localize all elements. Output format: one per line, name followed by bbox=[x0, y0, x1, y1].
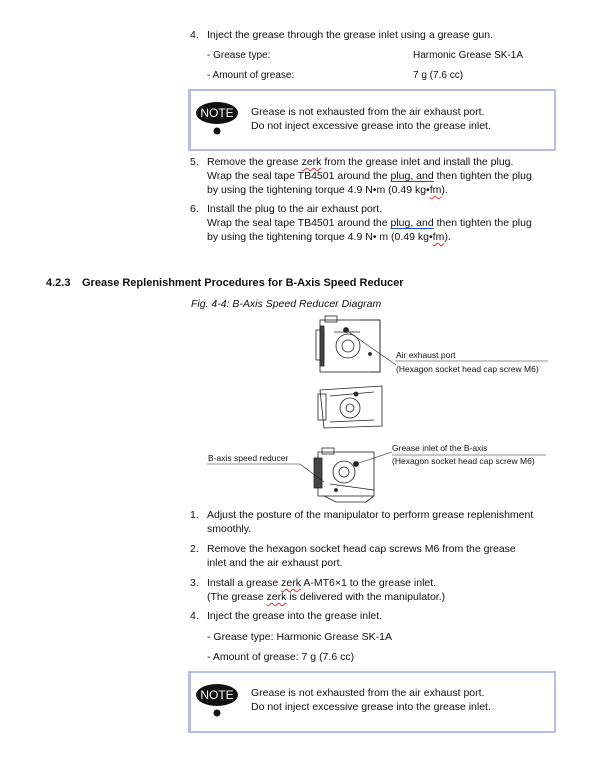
note-line-1: Grease is not exhausted from the air exhaust port. bbox=[251, 106, 485, 118]
note-line-1: Grease is not exhausted from the air exhaust port. bbox=[251, 687, 485, 699]
grease-type-value: Harmonic Grease SK-1A bbox=[413, 50, 524, 61]
step-text: smoothly. bbox=[207, 523, 252, 535]
air-exhaust-sublabel: (Hexagon socket head cap screw M6) bbox=[396, 364, 539, 374]
section-title: Grease Replenishment Procedures for B-Axis Speed Reducer bbox=[82, 277, 404, 289]
grease-inlet-label: Grease inlet of the B-axis bbox=[392, 443, 488, 453]
step-text: Remove the grease zerk from the grease inlet and install the plug. bbox=[207, 156, 514, 168]
note-icon bbox=[194, 680, 240, 720]
note-line-2: Do not inject excessive grease into the grease inlet. bbox=[251, 701, 491, 713]
grease-amount-line: - Amount of grease: 7 g (7.6 cc) bbox=[207, 651, 355, 663]
grease-type-line: - Grease type: Harmonic Grease SK-1A bbox=[207, 631, 392, 643]
grease-type-label: - Grease type: bbox=[207, 50, 271, 61]
step-number: 6. bbox=[190, 203, 199, 215]
step-number: 5. bbox=[190, 156, 199, 168]
grease-inlet-sublabel: (Hexagon socket head cap screw M6) bbox=[392, 456, 535, 466]
step-number: 2. bbox=[190, 543, 199, 555]
grease-amount-value: 7 g (7.6 cc) bbox=[413, 70, 464, 81]
step-text: by using the tightening torque 4.9 N• m (0.49 kg•fm). bbox=[207, 231, 451, 243]
step-text: (The grease zerk is delivered with the manipulator.) bbox=[207, 591, 446, 603]
step-number: 3. bbox=[190, 577, 199, 589]
step-text: Adjust the posture of the manipulator to perform grease replenishment bbox=[207, 509, 534, 521]
section-number: 4.2.3 bbox=[46, 277, 71, 289]
step-text: Install a grease zerk A-MT6×1 to the grease inlet. bbox=[207, 577, 437, 589]
step-text: Wrap the seal tape TB4501 around the plug, and then tighten the plug bbox=[207, 170, 532, 182]
b-axis-diagram bbox=[300, 312, 400, 512]
step-text: Inject the grease through the grease inlet using a grease gun. bbox=[207, 29, 494, 41]
figure-caption: Fig. 4-4: B-Axis Speed Reducer Diagram bbox=[191, 298, 382, 310]
step-text: Inject the grease into the grease inlet. bbox=[207, 610, 383, 622]
step-text: by using the tightening torque 4.9 N•m (0.49 kg•fm). bbox=[207, 184, 448, 196]
svg-text:NOTE: NOTE bbox=[200, 106, 234, 120]
step-number: 4. bbox=[190, 610, 199, 622]
step-text: Install the plug to the air exhaust port. bbox=[207, 203, 383, 215]
air-exhaust-label: Air exhaust port bbox=[396, 350, 456, 360]
speed-reducer-label: B-axis speed reducer bbox=[208, 453, 289, 463]
note-icon bbox=[194, 98, 240, 138]
step-text: Remove the hexagon socket head cap screws M6 from the grease bbox=[207, 543, 516, 555]
step-number: 4. bbox=[190, 29, 199, 41]
svg-text:NOTE: NOTE bbox=[200, 688, 234, 702]
step-number: 1. bbox=[190, 509, 199, 521]
grease-amount-label: - Amount of grease: bbox=[207, 70, 295, 81]
step-text: inlet and the air exhaust port. bbox=[207, 557, 343, 569]
note-line-2: Do not inject excessive grease into the grease inlet. bbox=[251, 120, 491, 132]
step-text: Wrap the seal tape TB4501 around the plug, and then tighten the plug bbox=[207, 217, 532, 229]
